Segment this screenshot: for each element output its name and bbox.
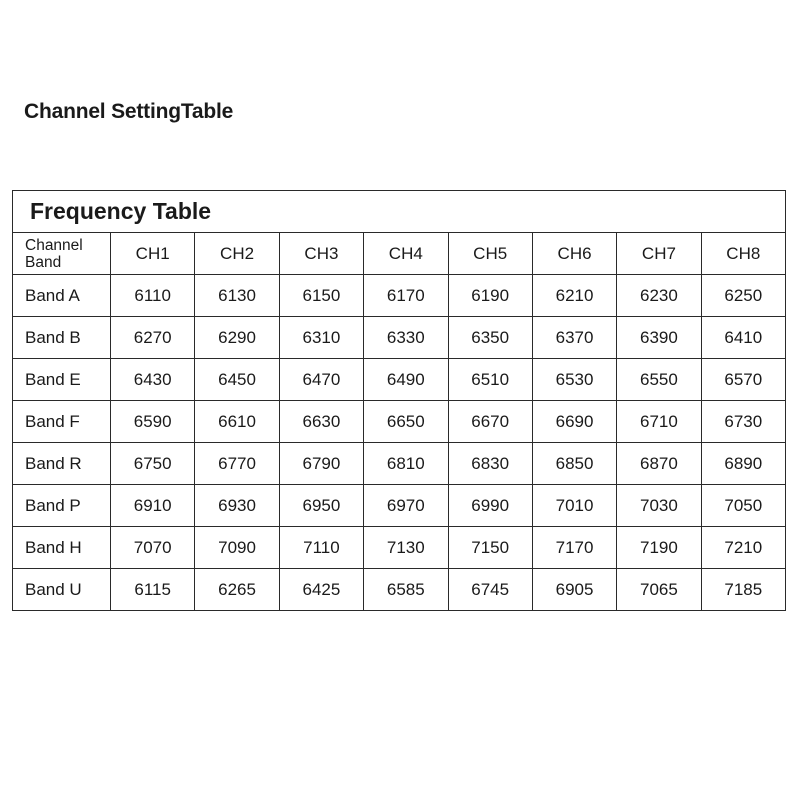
band-label: Band B [13, 317, 111, 359]
frequency-cell: 7170 [532, 527, 616, 569]
table-row [13, 275, 786, 317]
frequency-cell: 6690 [532, 401, 616, 443]
column-header: CH4 [364, 233, 448, 275]
band-label: Band U [13, 569, 111, 611]
corner-label-band: Band [25, 253, 62, 271]
frequency-cell: 6450 [195, 359, 279, 401]
table-body [13, 275, 786, 611]
frequency-cell: 6130 [195, 275, 279, 317]
corner-label-channel: Channel [25, 236, 83, 254]
frequency-cell: 6210 [532, 275, 616, 317]
frequency-cell: 6270 [111, 317, 195, 359]
frequency-cell: 6850 [532, 443, 616, 485]
column-header: CH1 [111, 233, 195, 275]
frequency-cell: 6110 [111, 275, 195, 317]
frequency-cell: 6570 [701, 359, 785, 401]
frequency-cell: 7010 [532, 485, 616, 527]
frequency-cell: 6370 [532, 317, 616, 359]
frequency-cell: 6310 [279, 317, 363, 359]
frequency-cell: 6115 [111, 569, 195, 611]
frequency-cell: 6970 [364, 485, 448, 527]
frequency-cell: 6585 [364, 569, 448, 611]
table-row [13, 527, 786, 569]
table-row [13, 485, 786, 527]
frequency-cell: 6950 [279, 485, 363, 527]
table-row [13, 401, 786, 443]
band-label: Band P [13, 485, 111, 527]
frequency-cell: 6430 [111, 359, 195, 401]
band-label: Band F [13, 401, 111, 443]
frequency-cell: 6550 [617, 359, 701, 401]
frequency-cell: 6265 [195, 569, 279, 611]
column-header: CH8 [701, 233, 785, 275]
column-header: CH6 [532, 233, 616, 275]
frequency-cell: 6790 [279, 443, 363, 485]
frequency-cell: 7065 [617, 569, 701, 611]
table-row [13, 569, 786, 611]
frequency-cell: 6350 [448, 317, 532, 359]
frequency-cell: 7210 [701, 527, 785, 569]
frequency-cell: 7050 [701, 485, 785, 527]
frequency-cell: 6170 [364, 275, 448, 317]
column-header: CH3 [279, 233, 363, 275]
frequency-cell: 7190 [617, 527, 701, 569]
frequency-cell: 6650 [364, 401, 448, 443]
table-caption: Frequency Table [13, 191, 786, 233]
frequency-cell: 6830 [448, 443, 532, 485]
frequency-cell: 6890 [701, 443, 785, 485]
frequency-cell: 6630 [279, 401, 363, 443]
frequency-cell: 7070 [111, 527, 195, 569]
frequency-cell: 6425 [279, 569, 363, 611]
frequency-cell: 6470 [279, 359, 363, 401]
frequency-cell: 6390 [617, 317, 701, 359]
frequency-cell: 7110 [279, 527, 363, 569]
table-header-row [13, 233, 786, 275]
band-label: Band A [13, 275, 111, 317]
frequency-cell: 6510 [448, 359, 532, 401]
frequency-cell: 6150 [279, 275, 363, 317]
frequency-cell: 6870 [617, 443, 701, 485]
frequency-cell: 6530 [532, 359, 616, 401]
corner-header [13, 233, 111, 275]
frequency-cell: 6290 [195, 317, 279, 359]
frequency-cell: 7130 [364, 527, 448, 569]
frequency-cell: 6810 [364, 443, 448, 485]
frequency-cell: 6590 [111, 401, 195, 443]
frequency-cell: 7185 [701, 569, 785, 611]
frequency-cell: 6230 [617, 275, 701, 317]
frequency-cell: 6710 [617, 401, 701, 443]
column-header: CH5 [448, 233, 532, 275]
table-row [13, 443, 786, 485]
frequency-cell: 6905 [532, 569, 616, 611]
band-label: Band H [13, 527, 111, 569]
frequency-cell: 6410 [701, 317, 785, 359]
frequency-cell: 6770 [195, 443, 279, 485]
frequency-cell: 6910 [111, 485, 195, 527]
frequency-cell: 6610 [195, 401, 279, 443]
frequency-cell: 7090 [195, 527, 279, 569]
frequency-cell: 6730 [701, 401, 785, 443]
frequency-cell: 6250 [701, 275, 785, 317]
frequency-cell: 6990 [448, 485, 532, 527]
table-row [13, 359, 786, 401]
frequency-cell: 6750 [111, 443, 195, 485]
table-row [13, 317, 786, 359]
frequency-cell: 7150 [448, 527, 532, 569]
frequency-table [12, 190, 786, 611]
column-header: CH7 [617, 233, 701, 275]
frequency-cell: 6670 [448, 401, 532, 443]
band-label: Band E [13, 359, 111, 401]
frequency-cell: 7030 [617, 485, 701, 527]
frequency-cell: 6745 [448, 569, 532, 611]
frequency-cell: 6490 [364, 359, 448, 401]
frequency-cell: 6190 [448, 275, 532, 317]
frequency-cell: 6330 [364, 317, 448, 359]
frequency-cell: 6930 [195, 485, 279, 527]
band-label: Band R [13, 443, 111, 485]
column-header: CH2 [195, 233, 279, 275]
page-title: Channel SettingTable [24, 100, 234, 123]
